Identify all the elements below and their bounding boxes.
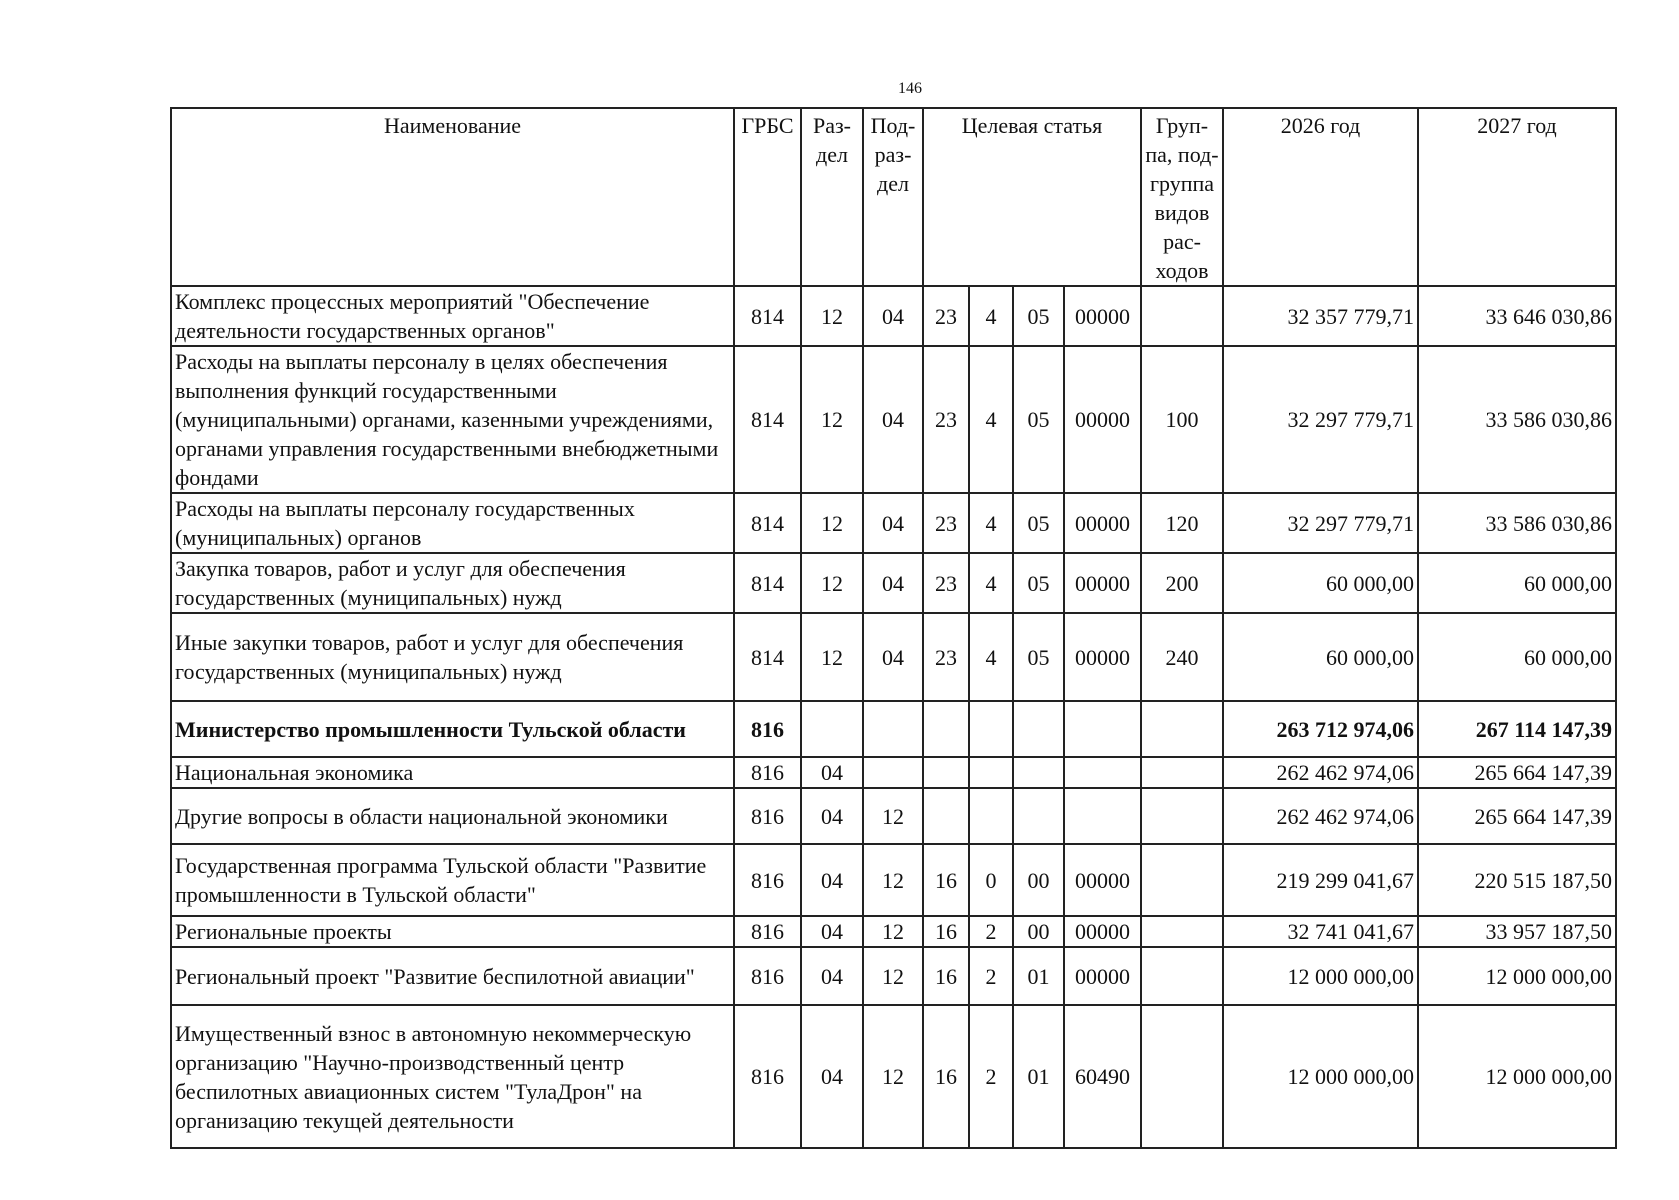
row-target-direction: 00000 xyxy=(1064,286,1141,346)
table-row xyxy=(171,493,1616,553)
row-grbs: 816 xyxy=(734,947,801,1005)
table-row xyxy=(171,844,1616,916)
row-amount-2027: 33 586 030,86 xyxy=(1418,493,1616,553)
row-amount-2027: 265 664 147,39 xyxy=(1418,757,1616,788)
row-target-type xyxy=(969,788,1013,844)
row-target-direction: 00000 xyxy=(1064,493,1141,553)
row-target-type xyxy=(969,701,1013,757)
row-target-type: 4 xyxy=(969,286,1013,346)
table-row xyxy=(171,788,1616,844)
row-amount-2026: 32 357 779,71 xyxy=(1223,286,1418,346)
row-target-subtype: 05 xyxy=(1013,613,1064,701)
row-subsection: 04 xyxy=(863,553,923,613)
row-name: Комплекс процессных мероприятий "Обеспечение деятельности государственных органов" xyxy=(171,286,734,346)
row-amount-2027: 33 646 030,86 xyxy=(1418,286,1616,346)
row-amount-2026: 32 297 779,71 xyxy=(1223,493,1418,553)
header-year-2027: 2027 год xyxy=(1418,108,1616,286)
row-section: 04 xyxy=(801,757,863,788)
row-expense-group xyxy=(1141,701,1223,757)
row-target-program: 23 xyxy=(923,553,969,613)
row-amount-2026: 12 000 000,00 xyxy=(1223,1005,1418,1148)
row-grbs: 814 xyxy=(734,553,801,613)
row-amount-2026: 32 297 779,71 xyxy=(1223,346,1418,493)
row-subsection: 04 xyxy=(863,493,923,553)
row-expense-group: 100 xyxy=(1141,346,1223,493)
header-target-article: Целевая статья xyxy=(923,108,1141,286)
header-year-2026: 2026 год xyxy=(1223,108,1418,286)
header-expense-group: Груп- па, под- группа видов рас- ходов xyxy=(1141,108,1223,286)
row-name: Расходы на выплаты персоналу государственных (муниципальных) органов xyxy=(171,493,734,553)
row-target-type: 2 xyxy=(969,916,1013,947)
table-row xyxy=(171,346,1616,493)
row-target-type: 4 xyxy=(969,493,1013,553)
table-row xyxy=(171,613,1616,701)
row-target-program: 23 xyxy=(923,346,969,493)
row-grbs: 816 xyxy=(734,1005,801,1148)
row-target-program xyxy=(923,757,969,788)
row-grbs: 816 xyxy=(734,701,801,757)
row-name: Иные закупки товаров, работ и услуг для обеспечения государственных (муниципальных) нужд xyxy=(171,613,734,701)
row-expense-group: 200 xyxy=(1141,553,1223,613)
row-target-program: 23 xyxy=(923,613,969,701)
row-target-direction: 00000 xyxy=(1064,947,1141,1005)
row-target-type: 4 xyxy=(969,613,1013,701)
row-name: Региональный проект "Развитие беспилотной авиации" xyxy=(171,947,734,1005)
row-target-subtype xyxy=(1013,757,1064,788)
row-target-type: 2 xyxy=(969,1005,1013,1148)
row-target-direction: 60490 xyxy=(1064,1005,1141,1148)
row-target-type: 4 xyxy=(969,553,1013,613)
row-grbs: 816 xyxy=(734,916,801,947)
row-target-type: 4 xyxy=(969,346,1013,493)
row-target-subtype: 01 xyxy=(1013,947,1064,1005)
table-row xyxy=(171,553,1616,613)
row-amount-2027: 220 515 187,50 xyxy=(1418,844,1616,916)
table-row xyxy=(171,1005,1616,1148)
row-section: 12 xyxy=(801,553,863,613)
row-target-program: 16 xyxy=(923,916,969,947)
row-amount-2027: 33 586 030,86 xyxy=(1418,346,1616,493)
header-name: Наименование xyxy=(171,108,734,286)
row-expense-group xyxy=(1141,1005,1223,1148)
table-body xyxy=(171,286,1616,1148)
row-amount-2026: 32 741 041,67 xyxy=(1223,916,1418,947)
row-grbs: 814 xyxy=(734,346,801,493)
row-amount-2026: 262 462 974,06 xyxy=(1223,788,1418,844)
row-amount-2027: 267 114 147,39 xyxy=(1418,701,1616,757)
row-name: Региональные проекты xyxy=(171,916,734,947)
row-subsection: 04 xyxy=(863,286,923,346)
row-expense-group xyxy=(1141,286,1223,346)
row-target-type: 2 xyxy=(969,947,1013,1005)
row-target-program: 16 xyxy=(923,947,969,1005)
row-amount-2026: 219 299 041,67 xyxy=(1223,844,1418,916)
row-name: Расходы на выплаты персоналу в целях обеспечения выполнения функций государственными (муниципальными) органами, казенными учреждениями, органами управления государственными внебюджетными фондами xyxy=(171,346,734,493)
row-target-program: 23 xyxy=(923,493,969,553)
header-row xyxy=(171,108,1616,286)
row-amount-2027: 33 957 187,50 xyxy=(1418,916,1616,947)
row-name: Министерство промышленности Тульской области xyxy=(171,701,734,757)
row-expense-group xyxy=(1141,788,1223,844)
row-target-subtype: 05 xyxy=(1013,553,1064,613)
row-target-direction: 00000 xyxy=(1064,916,1141,947)
row-amount-2026: 60 000,00 xyxy=(1223,613,1418,701)
row-grbs: 816 xyxy=(734,844,801,916)
row-subsection: 04 xyxy=(863,346,923,493)
table-row xyxy=(171,757,1616,788)
row-amount-2026: 12 000 000,00 xyxy=(1223,947,1418,1005)
row-grbs: 816 xyxy=(734,788,801,844)
row-amount-2027: 60 000,00 xyxy=(1418,553,1616,613)
row-target-subtype: 00 xyxy=(1013,844,1064,916)
row-section xyxy=(801,701,863,757)
row-name: Закупка товаров, работ и услуг для обеспечения государственных (муниципальных) нужд xyxy=(171,553,734,613)
row-target-program: 16 xyxy=(923,1005,969,1148)
header-subsection: Под- раз- дел xyxy=(863,108,923,286)
row-expense-group xyxy=(1141,947,1223,1005)
row-subsection: 12 xyxy=(863,916,923,947)
table-row xyxy=(171,286,1616,346)
page-number: 146 xyxy=(898,80,922,97)
row-target-subtype: 05 xyxy=(1013,346,1064,493)
row-target-type: 0 xyxy=(969,844,1013,916)
row-target-program xyxy=(923,701,969,757)
row-grbs: 814 xyxy=(734,286,801,346)
row-section: 04 xyxy=(801,947,863,1005)
row-target-program: 23 xyxy=(923,286,969,346)
table-row xyxy=(171,916,1616,947)
row-subsection: 04 xyxy=(863,613,923,701)
row-name: Национальная экономика xyxy=(171,757,734,788)
row-expense-group xyxy=(1141,844,1223,916)
row-section: 04 xyxy=(801,788,863,844)
row-name: Имущественный взнос в автономную некоммерческую организацию "Научно-производственный центр беспилотных авиационных систем "ТулаДрон" на организацию текущей деятельности xyxy=(171,1005,734,1148)
row-amount-2027: 265 664 147,39 xyxy=(1418,788,1616,844)
row-subsection: 12 xyxy=(863,788,923,844)
row-target-program xyxy=(923,788,969,844)
row-amount-2026: 60 000,00 xyxy=(1223,553,1418,613)
row-target-subtype xyxy=(1013,701,1064,757)
row-section: 12 xyxy=(801,613,863,701)
row-amount-2027: 60 000,00 xyxy=(1418,613,1616,701)
row-section: 12 xyxy=(801,346,863,493)
header-grbs: ГРБС xyxy=(734,108,801,286)
row-target-type xyxy=(969,757,1013,788)
row-grbs: 816 xyxy=(734,757,801,788)
row-subsection xyxy=(863,757,923,788)
row-section: 04 xyxy=(801,844,863,916)
row-subsection xyxy=(863,701,923,757)
row-target-subtype xyxy=(1013,788,1064,844)
row-expense-group xyxy=(1141,916,1223,947)
row-target-subtype: 01 xyxy=(1013,1005,1064,1148)
table-row xyxy=(171,701,1616,757)
row-target-direction xyxy=(1064,788,1141,844)
row-amount-2026: 263 712 974,06 xyxy=(1223,701,1418,757)
row-subsection: 12 xyxy=(863,844,923,916)
row-target-direction: 00000 xyxy=(1064,553,1141,613)
budget-table xyxy=(170,107,1617,1149)
row-amount-2027: 12 000 000,00 xyxy=(1418,1005,1616,1148)
row-target-direction: 00000 xyxy=(1064,613,1141,701)
row-amount-2027: 12 000 000,00 xyxy=(1418,947,1616,1005)
row-target-direction xyxy=(1064,701,1141,757)
row-section: 04 xyxy=(801,1005,863,1148)
row-amount-2026: 262 462 974,06 xyxy=(1223,757,1418,788)
row-expense-group: 120 xyxy=(1141,493,1223,553)
row-target-subtype: 05 xyxy=(1013,286,1064,346)
row-grbs: 814 xyxy=(734,613,801,701)
row-section: 12 xyxy=(801,493,863,553)
row-expense-group xyxy=(1141,757,1223,788)
row-subsection: 12 xyxy=(863,1005,923,1148)
header-section: Раз- дел xyxy=(801,108,863,286)
row-subsection: 12 xyxy=(863,947,923,1005)
row-target-direction: 00000 xyxy=(1064,346,1141,493)
row-expense-group: 240 xyxy=(1141,613,1223,701)
row-grbs: 814 xyxy=(734,493,801,553)
row-name: Государственная программа Тульской области "Развитие промышленности в Тульской области" xyxy=(171,844,734,916)
table-row xyxy=(171,947,1616,1005)
row-target-direction: 00000 xyxy=(1064,844,1141,916)
row-target-subtype: 00 xyxy=(1013,916,1064,947)
row-section: 04 xyxy=(801,916,863,947)
row-section: 12 xyxy=(801,286,863,346)
row-target-program: 16 xyxy=(923,844,969,916)
row-target-direction xyxy=(1064,757,1141,788)
row-name: Другие вопросы в области национальной экономики xyxy=(171,788,734,844)
row-target-subtype: 05 xyxy=(1013,493,1064,553)
